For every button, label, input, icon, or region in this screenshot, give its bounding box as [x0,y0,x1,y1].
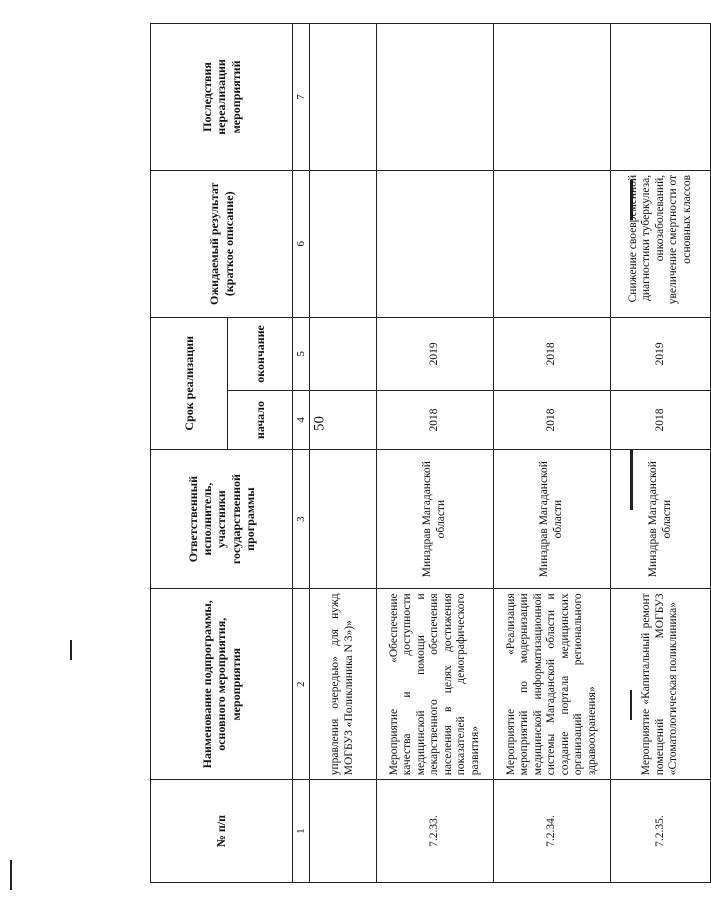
row-end: 2018 [494,317,611,390]
scan-mark [10,860,12,890]
row-executor: Минздрав Магаданской области [611,449,711,588]
row-start: 2018 [377,391,494,450]
page-number: 50 [311,416,328,431]
row-result [310,170,377,317]
header-name: Наименование подпрограммы, основного мероприятия, мероприятия [151,589,293,780]
header-consequences: Последствия нереализации мероприятий [151,24,293,171]
table-row [611,24,711,883]
column-number: 2 [293,589,310,780]
header-start: начало [228,391,293,450]
row-name: управления очередью» для нужд МОГБУЗ «Поликлиника N 3»)» [310,589,377,780]
header-num: № п/п [151,780,293,883]
row-end [310,317,377,390]
row-num: 7.2.33. [377,780,494,883]
column-number: 7 [293,24,310,171]
table-row [377,24,494,883]
row-name: Мероприятие «Обеспечение качества и доступности медицинской помощи и лекарственного обеспечения населения в целях достижения показателей демографического развития» [377,589,494,780]
scan-mark [70,640,72,660]
row-end: 2019 [377,317,494,390]
row-result [494,170,611,317]
row-result [377,170,494,317]
row-num [310,780,377,883]
column-number: 1 [293,780,310,883]
table-row [494,24,611,883]
row-end: 2019 [611,317,711,390]
column-number: 6 [293,170,310,317]
row-consequences [494,24,611,171]
row-executor: Минздрав Магаданской области [494,449,611,588]
row-consequences [611,24,711,171]
row-start [310,391,377,450]
column-number: 4 [293,391,310,450]
column-numbers-row [293,24,310,883]
column-number: 5 [293,317,310,390]
column-number: 3 [293,449,310,588]
row-result: Снижение своевременной диагностики туберкулеза, онкозаболеваний, увеличение смертности от основных классов [611,170,711,317]
row-num: 7.2.34. [494,780,611,883]
row-consequences [310,24,377,171]
row-consequences [377,24,494,171]
table-row [310,24,377,883]
header-end: окончание [228,317,293,390]
rotated-table-container [150,23,693,883]
row-start: 2018 [611,391,711,450]
measures-table [150,23,711,883]
header-result: Ожидаемый результат (краткое описание) [151,170,293,317]
row-name: Мероприятие «Реализация мероприятий по модернизации медицинской информатизационной системы Магаданской области и создание портала медицинских организаций регионального здравоохранения» [494,589,611,780]
row-name: Мероприятие «Капитальный ремонт помещений МОГБУЗ «Стоматологическая поликлиника» [611,589,711,780]
table-header-row [151,24,228,883]
row-num: 7.2.35. [611,780,711,883]
row-executor [310,449,377,588]
header-term: Срок реализации [151,317,228,449]
header-executor: Ответственный исполнитель, участники государственной программы [151,449,293,588]
row-executor: Минздрав Магаданской области [377,449,494,588]
row-start: 2018 [494,391,611,450]
